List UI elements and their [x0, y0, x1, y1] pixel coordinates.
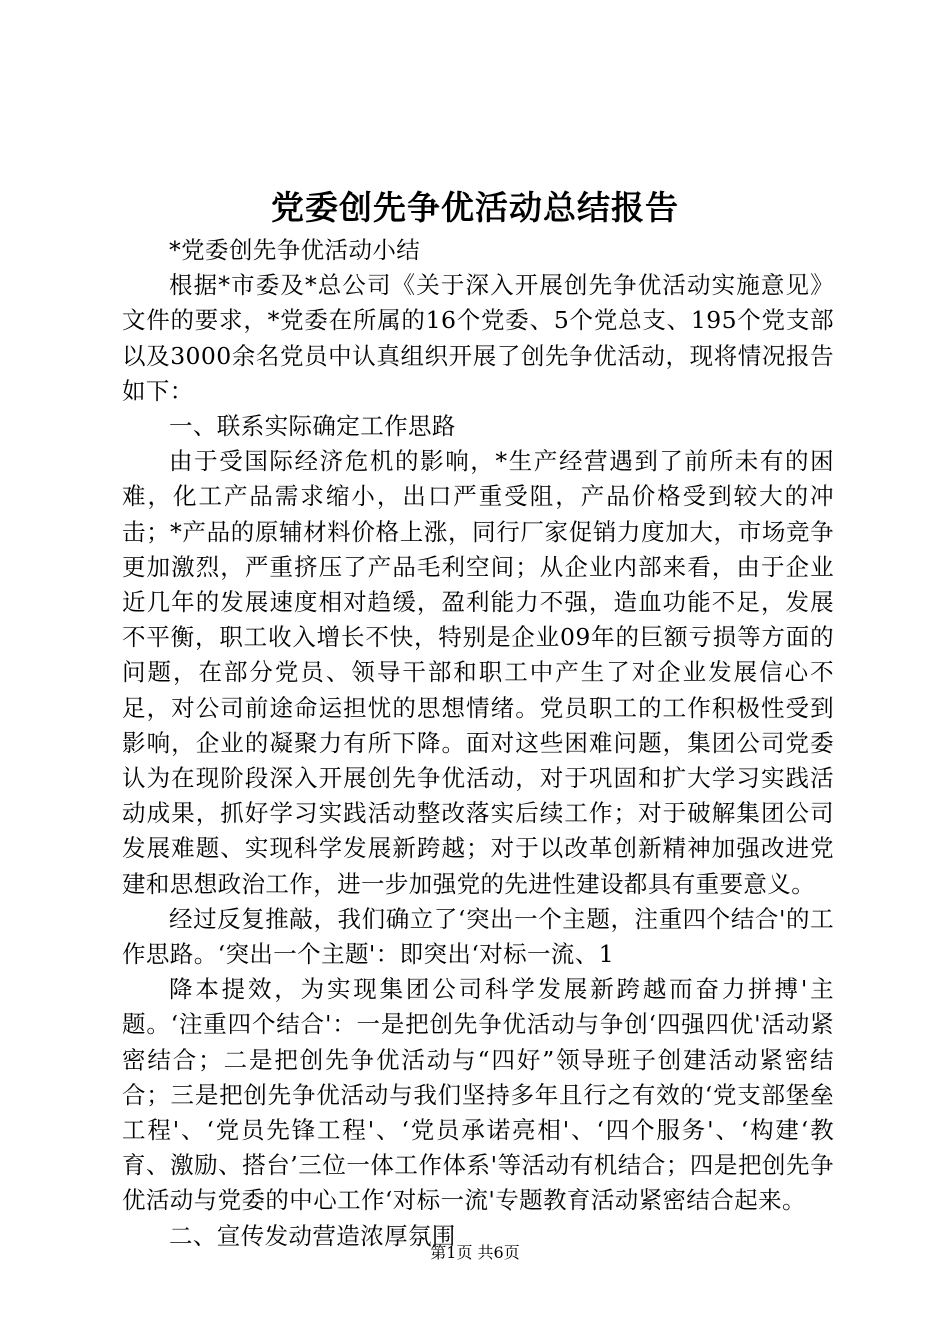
- page-number-footer: 第1页 共6页: [430, 1243, 520, 1262]
- body-paragraph: 由于受国际经济危机的影响，*生产经营遇到了前所未有的困难，化工产品需求缩小，出口严重受阻，产品价格受到较大的冲击；*产品的原辅材料价格上涨，同行厂家促销力度加大，市场竞争更加激烈，严重挤压了产品毛利空间；从企业内部来看，由于企业近几年的发展速度相对趋缓，盈利能力不强，造血功能不足，发展不平衡，职工收入增长不快，特别是企业09年的巨额亏损等方面的问题，在部分党员、领导干部和职工中产生了对企业发展信心不足，对公司前途命运担忧的思想情绪。党员职工的工作积极性受到影响，企业的凝聚力有所下降。面对这些困难问题，集团公司党委认为在现阶段深入开展创先争优活动，对于巩固和扩大学习实践活动成果，抓好学习实践活动整改落实后续工作；对于破解集团公司发展难题、实现科学发展新跨越；对于以改革创新精神加强改进党建和思想政治工作，进一步加强党的先进性建设都具有重要意义。: [122, 447, 834, 898]
- body-paragraph: 经过反复推敲，我们确立了‘突出一个主题，注重四个结合'的工作思路。‘突出一个主题'：即突出‘对标一流、1: [122, 904, 834, 969]
- document-title: 党委创先争优活动总结报告: [271, 188, 679, 227]
- section-heading-1: 一、联系实际确定工作思路: [169, 412, 456, 441]
- body-paragraph: 降本提效，为实现集团公司科学发展新跨越而奋力拼搏'主题。‘注重四个结合'：一是把创先争优活动与争创‘四强四优'活动紧密结合；二是把创先争优活动与“四好”领导班子创建活动紧密结合；三是把创先争优活动与我们坚持多年且行之有效的‘党支部堡垒工程'、‘党员先锋工程'、‘党员承诺亮相'、‘四个服务'、‘构建‘教育、激励、搭台’三位一体工作体系'等活动有机结合；四是把创先争优活动与党委的中心工作‘对标一流'专题教育活动紧密结合起来。: [122, 975, 834, 1215]
- document-body: [122, 233, 834, 1254]
- section-heading-2: 二、宣传发动营造浓厚氛围: [169, 1221, 456, 1250]
- intro-paragraph: 根据*市委及*总公司《关于深入开展创先争优活动实施意见》文件的要求，*党委在所属的16个党委、5个党总支、195个党支部以及3000余名党员中认真组织开展了创先争优活动，现将情况报告如下：: [122, 271, 834, 405]
- subtitle-paragraph: *党委创先争优活动小结: [169, 236, 421, 264]
